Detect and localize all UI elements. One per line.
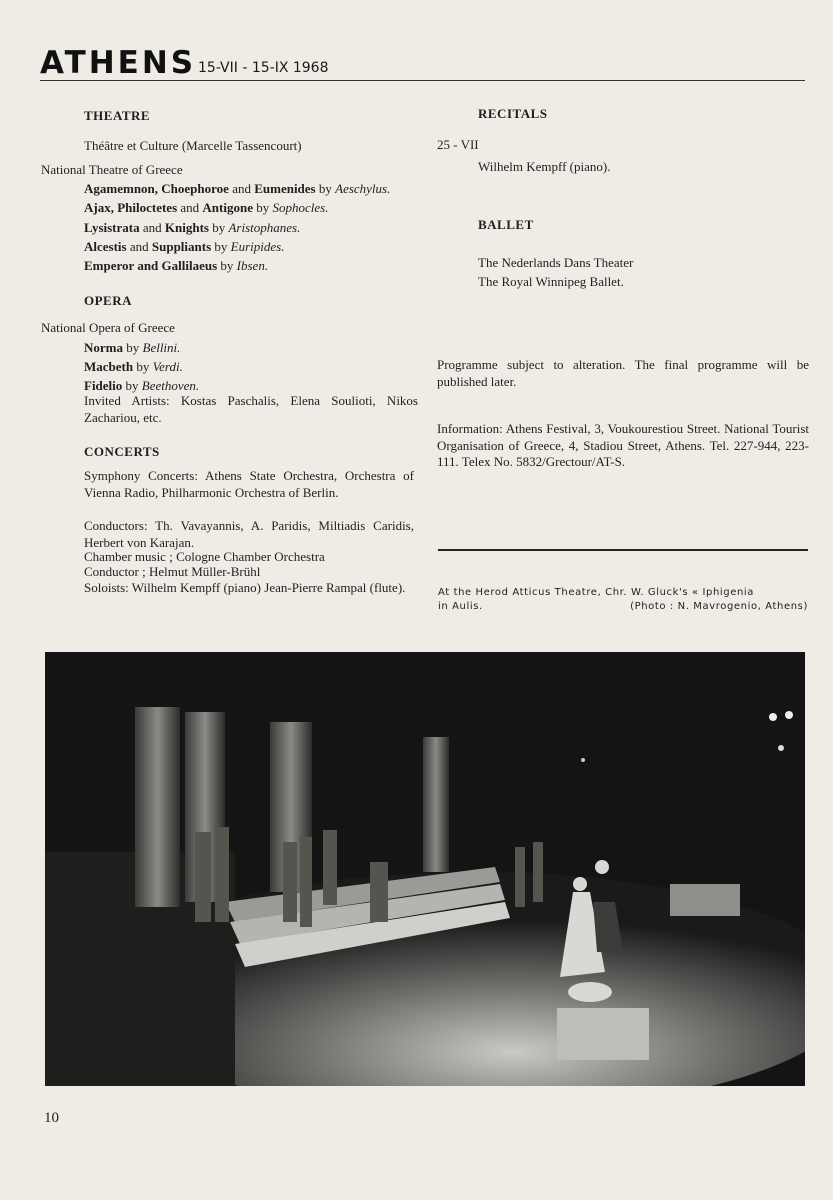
stage-photograph bbox=[45, 652, 805, 1086]
theatre-work-5: Emperor and Gallilaeus by Ibsen. bbox=[84, 258, 269, 273]
section-divider bbox=[438, 549, 808, 551]
theatre-work-1: Agamemnon, Choephoroe and Eumenides by Aeschylus. bbox=[84, 181, 391, 196]
theatre-work-2: Ajax, Philoctetes and Antigone by Sophocles. bbox=[84, 200, 329, 215]
theatre-company-1: Théâtre et Culture (Marcelle Tassencourt) bbox=[84, 138, 302, 153]
opera-company: National Opera of Greece bbox=[41, 320, 175, 335]
festival-dates: 15-VII - 15-IX 1968 bbox=[198, 60, 329, 76]
recitals-heading: RECITALS bbox=[478, 106, 548, 121]
programme-notice: Programme subject to alteration. The final programme will be published later. bbox=[437, 357, 809, 389]
page-title: ATHENS bbox=[40, 45, 197, 81]
concerts-conductors: Conductors: Th. Vavayannis, A. Paridis, Miltiadis Caridis, Herbert von Karajan. bbox=[84, 518, 414, 550]
ballet-company-2: The Royal Winnipeg Ballet. bbox=[478, 274, 624, 289]
page-number: 10 bbox=[44, 1110, 59, 1126]
concerts-chamber: Chamber music ; Cologne Chamber Orchestra bbox=[84, 549, 325, 564]
caption-line-1: At the Herod Atticus Theatre, Chr. W. Gluck's « Iphigenia bbox=[438, 587, 755, 598]
recitals-performer: Wilhelm Kempff (piano). bbox=[478, 159, 611, 174]
information-block: Information: Athens Festival, 3, Voukourestiou Street. National Tourist Organisation of Greece, 4, Stadiou Street, Athens. Tel. 227-944, 223-111. Telex No. 5832/Grectour/AT-S. bbox=[437, 421, 809, 469]
theatre-company-2: National Theatre of Greece bbox=[41, 162, 183, 177]
opera-heading: OPERA bbox=[84, 293, 132, 308]
theatre-work-4: Alcestis and Suppliants by Euripides. bbox=[84, 239, 285, 254]
concerts-chamber-conductor: Conductor ; Helmut Müller-Brühl bbox=[84, 564, 261, 579]
recitals-date: 25 - VII bbox=[437, 137, 479, 152]
header-rule bbox=[40, 80, 805, 81]
ballet-heading: BALLET bbox=[478, 217, 534, 232]
photo-credit: (Photo : N. Mavrogenio, Athens) bbox=[630, 601, 808, 612]
opera-invited-artists: Invited Artists: Kostas Paschalis, Elena Soulioti, Nikos Zachariou, etc. bbox=[84, 393, 418, 425]
opera-work-2: Macbeth by Verdi. bbox=[84, 359, 183, 374]
opera-work-1: Norma by Bellini. bbox=[84, 340, 181, 355]
concerts-heading: CONCERTS bbox=[84, 444, 160, 459]
theatre-heading: THEATRE bbox=[84, 108, 151, 123]
concerts-soloists: Soloists: Wilhelm Kempff (piano) Jean-Pierre Rampal (flute). bbox=[84, 580, 406, 595]
photo-caption bbox=[438, 586, 808, 614]
ballet-company-1: The Nederlands Dans Theater bbox=[478, 255, 634, 270]
theatre-work-3: Lysistrata and Knights by Aristophanes. bbox=[84, 220, 301, 235]
opera-work-3: Fidelio by Beethoven. bbox=[84, 378, 200, 393]
concerts-symphony: Symphony Concerts: Athens State Orchestra, Orchestra of Vienna Radio, Philharmonic Orchestra of Berlin. bbox=[84, 468, 414, 500]
caption-line-2: in Aulis. bbox=[438, 601, 483, 612]
